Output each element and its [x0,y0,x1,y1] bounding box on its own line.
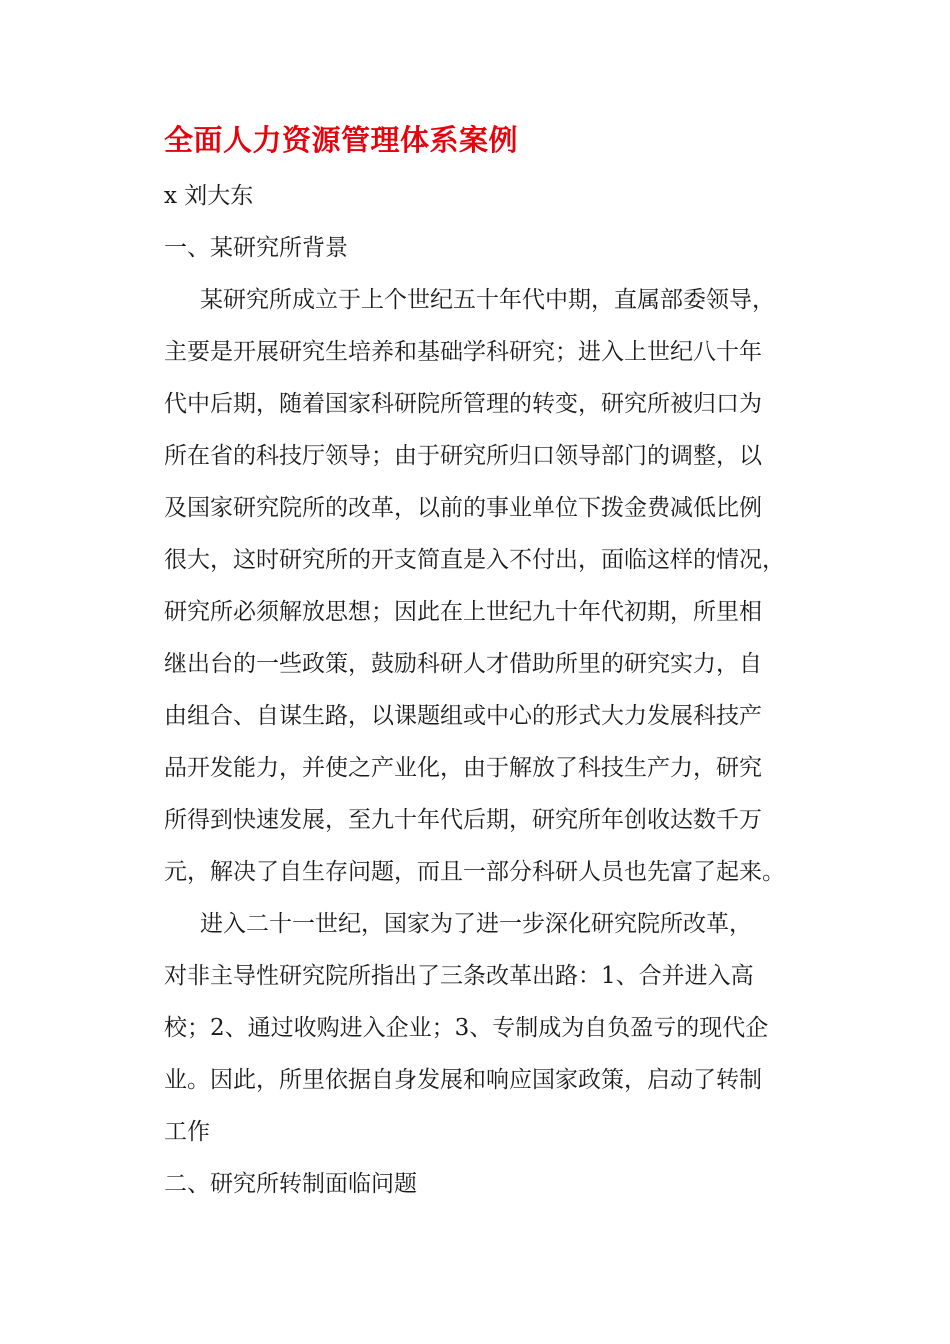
paragraph-line: 由组合、自谋生路，以课题组或中心的形式大力发展科技产 [164,703,762,729]
paragraph-line: 很大，这时研究所的开支简直是入不付出，面临这样的情况， [164,547,785,573]
paragraph-line: 校；2、通过收购进入企业；3、专制成为自负盈亏的现代企 [164,1015,769,1041]
document-author: x 刘大东 [164,183,254,209]
section-heading-background: 一、某研究所背景 [164,235,348,261]
paragraph-line: 进入二十一世纪，国家为了进一步深化研究院所改革， [200,911,752,937]
document-page [164,118,794,1210]
paragraph-line: 某研究所成立于上个世纪五十年代中期，直属部委领导， [200,287,775,313]
paragraph-line: 主要是开展研究生培养和基础学科研究；进入上世纪八十年 [164,339,762,365]
section-heading-problems: 二、研究所转制面临问题 [164,1171,417,1197]
paragraph-line: 研究所必须解放思想；因此在上世纪九十年代初期，所里相 [164,599,762,625]
paragraph-line: 品开发能力，并使之产业化，由于解放了科技生产力，研究 [164,755,762,781]
paragraph-reform [164,898,794,1158]
paragraph-line: 所得到快速发展，至九十年代后期，研究所年创收达数千万 [164,807,762,833]
paragraph-line: 代中后期，随着国家科研院所管理的转变，研究所被归口为 [164,391,762,417]
paragraph-line: 对非主导性研究院所指出了三条改革出路：1、合并进入高 [164,963,754,989]
paragraph-line: 元，解决了自生存问题，而且一部分科研人员也先富了起来。 [164,859,785,885]
paragraph-line: 业。因此，所里依据自身发展和响应国家政策，启动了转制 [164,1067,762,1093]
paragraph-line: 继出台的一些政策，鼓励科研人才借助所里的研究实力，自 [164,651,762,677]
paragraph-line: 及国家研究院所的改革，以前的事业单位下拨金费减低比例 [164,495,762,521]
document-title: 全面人力资源管理体系案例 [164,123,519,157]
paragraph-background [164,274,794,898]
paragraph-line: 所在省的科技厅领导；由于研究所归口领导部门的调整，以 [164,443,762,469]
paragraph-line: 工作 [164,1119,210,1145]
